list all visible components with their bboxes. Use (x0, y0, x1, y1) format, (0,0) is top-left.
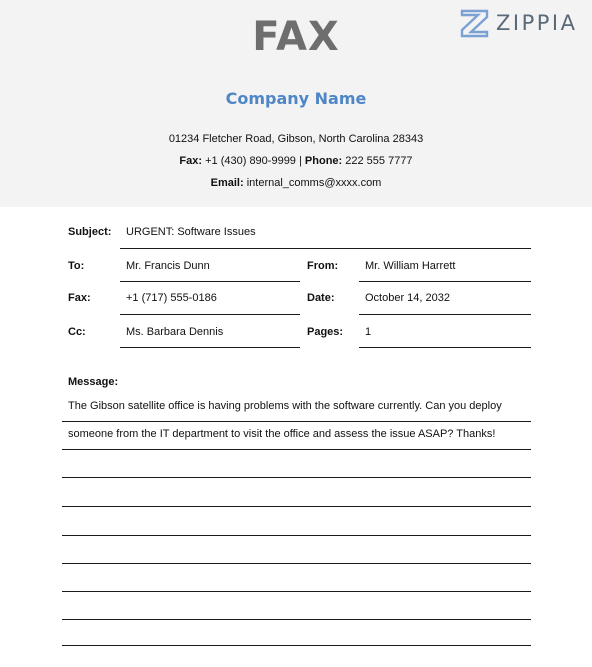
company-address: 01234 Fletcher Road, Gibson, North Carolina 28343 (168, 133, 424, 145)
message-rule (62, 563, 531, 564)
subject-label: Subject: (68, 226, 112, 238)
company-contact-line (0, 155, 592, 167)
message-rule (62, 506, 531, 507)
message-rule (62, 449, 531, 450)
zippia-z-logo-icon (460, 8, 490, 38)
subject-underline (120, 248, 531, 249)
zippia-logo (460, 8, 577, 38)
from-underline (359, 281, 531, 282)
header-phone-label: Phone: (304, 155, 343, 167)
message-rule (62, 619, 531, 620)
message-line-1[interactable]: The Gibson satellite office is having problems with the software currently. Can you deploy (68, 400, 502, 412)
company-email-line (0, 177, 592, 189)
message-rule (62, 535, 531, 536)
date-field[interactable]: October 14, 2032 (365, 292, 451, 304)
message-rule (62, 591, 531, 592)
cc-underline (120, 347, 300, 348)
to-field[interactable]: Mr. Francis Dunn (126, 260, 210, 272)
message-label: Message: (68, 376, 119, 388)
header-email-value: internal_comms@xxxx.com (246, 177, 382, 189)
message-rule (62, 645, 531, 646)
to-label: To: (68, 260, 85, 272)
date-label: Date: (307, 292, 335, 304)
message-rule (62, 421, 531, 422)
from-label: From: (307, 260, 339, 272)
fax-underline (120, 314, 300, 315)
header-separator: | (299, 155, 302, 167)
pages-underline (359, 347, 531, 348)
header-fax-value: +1 (430) 890-9999 (205, 155, 296, 167)
message-rule (62, 477, 531, 478)
fax-field[interactable]: +1 (717) 555-0186 (126, 292, 217, 304)
subject-field[interactable]: URGENT: Software Issues (126, 226, 256, 238)
logo-text: ZIPPIA (496, 11, 578, 35)
message-line-2[interactable]: someone from the IT department to visit the office and assess the issue ASAP? Thanks! (68, 428, 496, 440)
pages-field[interactable]: 1 (365, 326, 372, 338)
header-email-label: Email: (210, 177, 244, 189)
fax-label: Fax: (68, 292, 91, 304)
to-underline (120, 281, 300, 282)
company-name: Company Name (225, 89, 367, 108)
fax-title: FAX (252, 14, 340, 60)
pages-label: Pages: (307, 326, 344, 338)
header-phone-value: 222 555 7777 (345, 155, 413, 167)
date-underline (359, 314, 531, 315)
header-fax-label: Fax: (179, 155, 203, 167)
from-field[interactable]: Mr. William Harrett (365, 260, 456, 272)
cc-label: Cc: (68, 326, 86, 338)
cc-field[interactable]: Ms. Barbara Dennis (126, 326, 224, 338)
